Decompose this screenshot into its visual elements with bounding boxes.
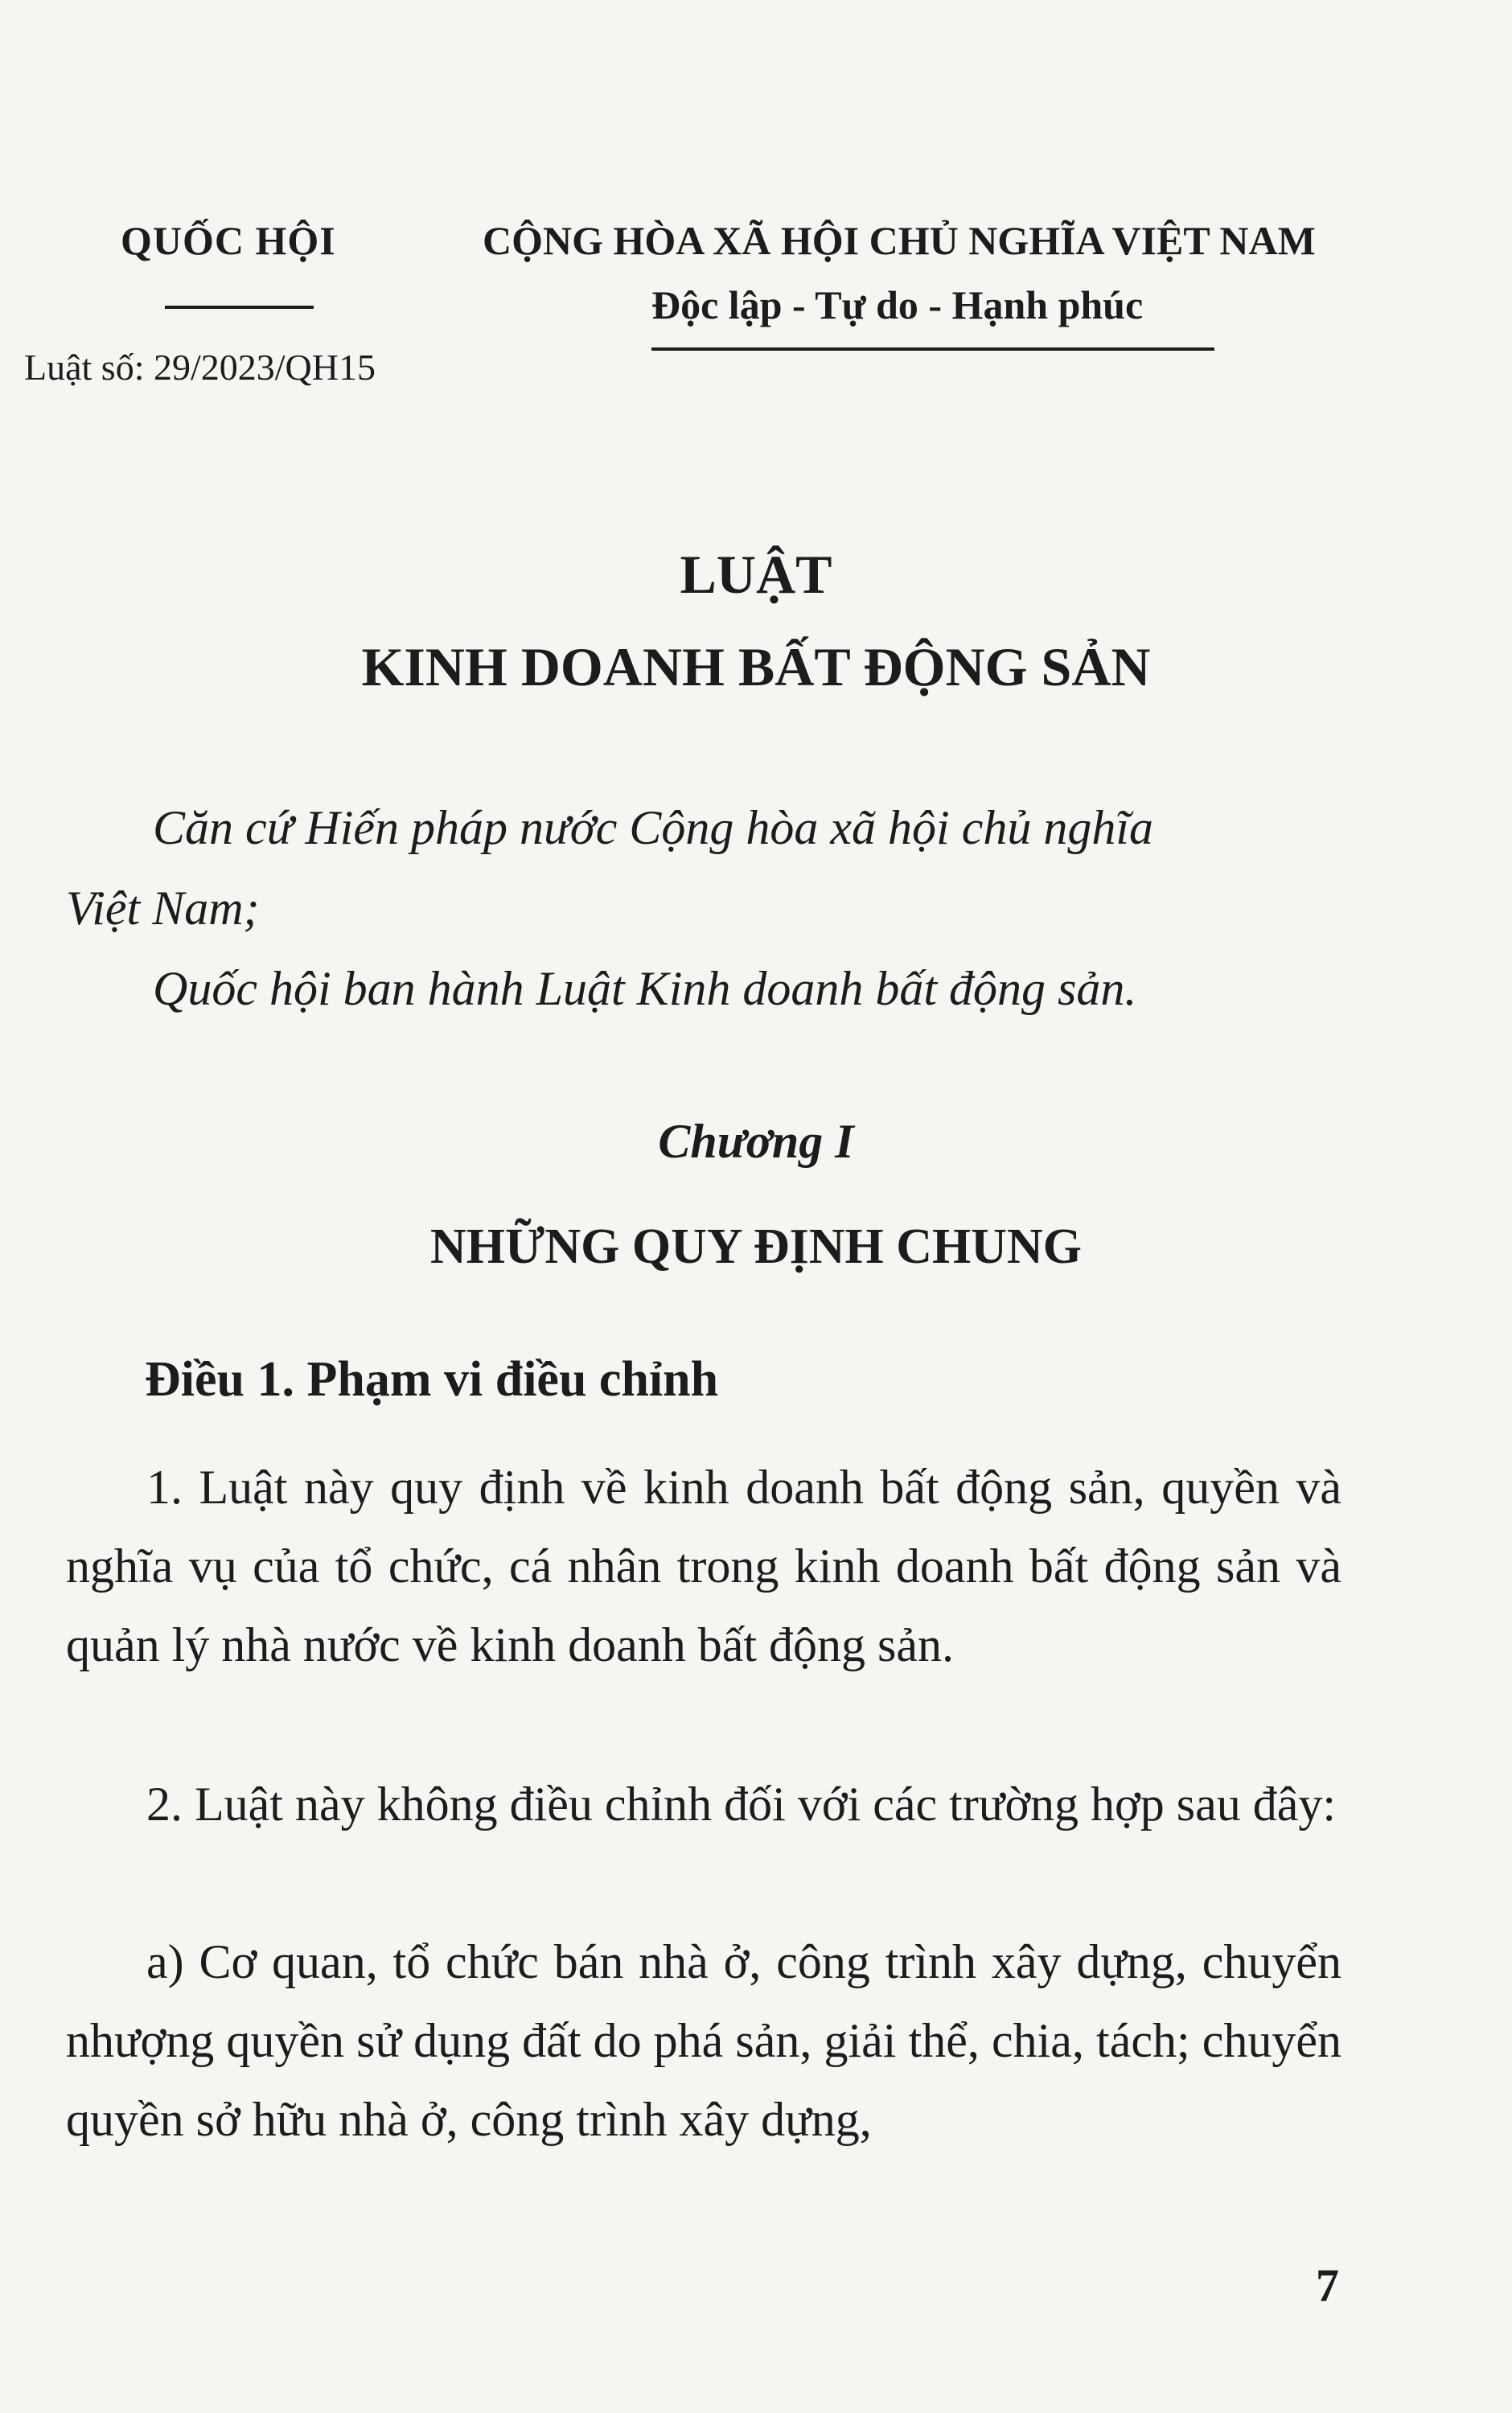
article-paragraph-2: 2. Luật này không điều chỉnh đối với các trường hợp sau đây: <box>146 1778 1337 1831</box>
page-number: 7 <box>1316 2259 1339 2312</box>
preamble-line-1: Căn cứ Hiến pháp nước Cộng hòa xã hội chủ nghĩa <box>153 801 1154 854</box>
motto-underline <box>651 347 1214 351</box>
article-paragraph-3: a) Cơ quan, tổ chức bán nhà ở, công trình xây dựng, chuyển nhượng quyền sử dụng đất do phá sản, giải thể, chia, tách; chuyển quyền sở hữu nhà ở, công trình xây dựng, <box>66 1935 1341 2146</box>
national-motto: Độc lập - Tự do - Hạnh phúc <box>651 282 1144 327</box>
chapter-title: NHỮNG QUY ĐỊNH CHUNG <box>430 1219 1082 1274</box>
chapter-number: Chương I <box>658 1115 854 1168</box>
preamble-line-3: Quốc hội ban hành Luật Kinh doanh bất động sản. <box>153 962 1137 1015</box>
issuer-name: QUỐC HỘI <box>121 218 336 263</box>
issuer-underline <box>165 306 314 309</box>
article-paragraph-1: 1. Luật này quy định về kinh doanh bất động sản, quyền và nghĩa vụ của tổ chức, cá nhân trong kinh doanh bất động sản và quản lý nhà nước về kinh doanh bất động sản. <box>66 1461 1341 1671</box>
document-type: LUẬT <box>680 544 832 605</box>
preamble-line-2: Việt Nam; <box>66 882 260 935</box>
republic-name: CỘNG HÒA XÃ HỘI CHỦ NGHĨA VIỆT NAM <box>483 218 1316 263</box>
law-number: Luật số: 29/2023/QH15 <box>24 347 376 388</box>
article-heading: Điều 1. Phạm vi điều chỉnh <box>145 1352 719 1407</box>
document-title: KINH DOANH BẤT ĐỘNG SẢN <box>361 636 1151 697</box>
